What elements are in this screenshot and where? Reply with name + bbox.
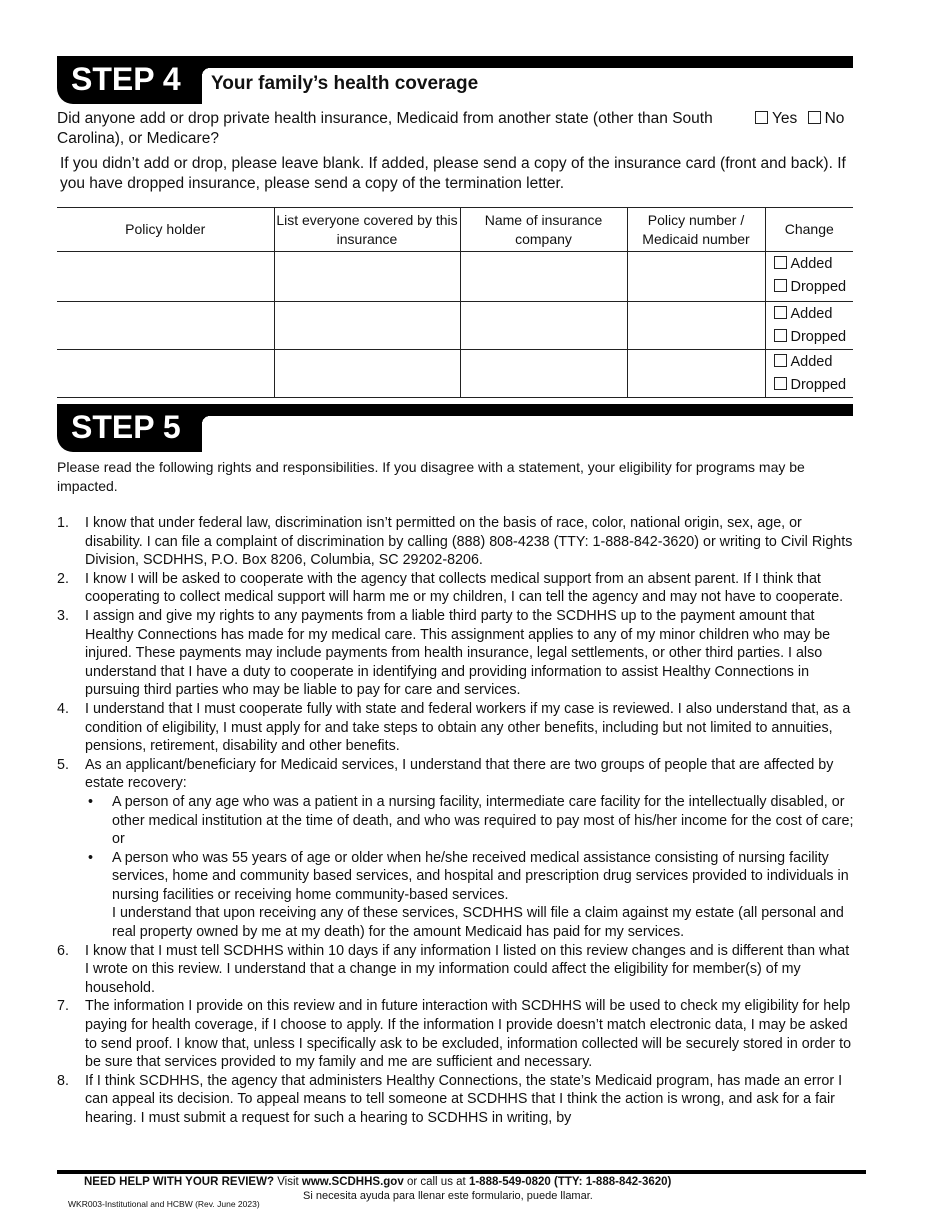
yes-label: Yes — [772, 110, 798, 127]
policy-holder-cell[interactable] — [57, 252, 274, 302]
company-cell[interactable] — [460, 350, 627, 398]
header-policy-number: Policy number / Medicaid number — [627, 208, 765, 252]
estate-claim-text: I understand that upon receiving any of these services, SCDHHS will file a claim against my estate (all personal and real property owned by me at my death) for the amount Medicaid has paid for my services. — [112, 905, 844, 941]
step5-intro: Please read the following rights and responsibilities. If you disagree with a statement, your eligibility for programs may be impacted. — [57, 459, 805, 494]
item-number: 6. — [57, 942, 69, 959]
visit-text: Visit — [277, 1176, 299, 1188]
coverage-instructions: If you didn’t add or drop, please leave blank. If added, please send a copy of the insurance card (front and back). If you have dropped insurance, please send a copy of the termination letter. — [60, 155, 846, 192]
table-row — [57, 252, 853, 302]
dropped-label: Dropped — [790, 329, 847, 345]
policy-number-cell[interactable] — [627, 302, 765, 350]
list-item — [57, 756, 857, 942]
item-number: 3. — [57, 607, 69, 624]
bullet-icon: • — [88, 793, 94, 810]
dropped-checkbox[interactable] — [774, 329, 787, 342]
rights-list — [57, 514, 857, 1128]
company-cell[interactable] — [460, 302, 627, 350]
dropped-label: Dropped — [790, 377, 847, 393]
list-item — [57, 942, 857, 998]
added-label: Added — [790, 306, 833, 322]
yes-checkbox[interactable] — [755, 111, 768, 124]
step4-title: Your family’s health coverage — [211, 73, 479, 94]
added-label: Added — [790, 354, 833, 370]
form-id: WKR003-Institutional and HCBW (Rev. June 2023) — [68, 1199, 260, 1209]
help-heading: NEED HELP WITH YOUR REVIEW? — [84, 1176, 274, 1188]
added-label: Added — [790, 256, 833, 272]
yes-no-options — [755, 109, 844, 129]
table-row — [57, 302, 853, 350]
spanish-help: Si necesita ayuda para llenar este formulario, puede llamar. — [303, 1190, 593, 1202]
header-change: Change — [765, 208, 853, 252]
list-item — [57, 997, 857, 1071]
list-item — [57, 607, 857, 700]
item-number: 4. — [57, 700, 69, 717]
step5-label: STEP 5 — [57, 404, 202, 452]
policy-number-cell[interactable] — [627, 252, 765, 302]
item-number: 8. — [57, 1072, 69, 1089]
header-policy-holder: Policy holder — [57, 208, 274, 252]
bullet-text: A person who was 55 years of age or older when he/she received medical assistance consisting of nursing facility services, home and community based services, and hospital and prescription drug services provided to individuals in nursing facilities or receiving home community-based services. — [112, 849, 849, 903]
policy-holder-cell[interactable] — [57, 350, 274, 398]
website-link[interactable]: www.SCDHHS.gov — [301, 1176, 404, 1188]
bullet-item — [85, 849, 857, 905]
call-text: or call us at — [406, 1176, 466, 1188]
no-checkbox[interactable] — [808, 111, 821, 124]
header-covered: List everyone covered by this insurance — [274, 208, 460, 252]
item-number: 5. — [57, 756, 69, 773]
item-text: I assign and give my rights to any payments from a liable third party to the SCDHHS up to the payment amount that Healthy Connections has made for my medical care. This assignment applies to any of my minor children who may be injured. These payments may include payments from health insurance, legal settlements, or other third parties. I also understand that I have a duty to cooperate in identifying and providing information to assist Healthy Connections in pursuing third parties who may be liable to pay for care and services. — [85, 607, 831, 699]
step4-label: STEP 4 — [57, 56, 202, 104]
list-item — [57, 570, 857, 607]
dropped-label: Dropped — [790, 279, 847, 295]
footer-divider — [57, 1170, 866, 1174]
list-item — [57, 514, 857, 570]
phone-number: 1-888-549-0820 (TTY: 1-888-842-3620) — [468, 1176, 672, 1188]
item-number: 7. — [57, 998, 69, 1015]
bullet-item — [85, 793, 857, 849]
table-row — [57, 350, 853, 398]
item-text: The information I provide on this review and in future interaction with SCDHHS will be used to check my eligibility for help paying for health coverage, if I choose to apply. If the information I provide doesn’t match electronic data, I may be asked to send proof. I know that, unless I specifically ask to be excluded, information collected will be securely stored in order to be sure that services provided to my family and me are sufficient and necessary. — [85, 998, 852, 1071]
list-item — [57, 700, 857, 756]
added-checkbox[interactable] — [774, 354, 787, 367]
item-text: I know that under federal law, discrimination isn’t permitted on the basis of race, color, national origin, sex, age, or disability. I can file a complaint of discrimination by calling (888) 808-4238 (TTY: 1-888-842-3620) or writing to Civil Rights Division, SCDHHS, P.O. Box 8206, Columbia, SC 29202-8206. — [85, 515, 853, 569]
coverage-question: Did anyone add or drop private health insurance, Medicaid from another state (other than South Carolina), or Medicare? — [57, 110, 713, 147]
added-checkbox[interactable] — [774, 306, 787, 319]
bullet-text: A person of any age who was a patient in a nursing facility, intermediate care facility for the intellectually disabled, or other medical institution at the time of death, and who was required to pay most of his/her income for the cost of care; or — [112, 793, 854, 848]
item-text: I understand that I must cooperate fully with state and federal workers if my case is reviewed. I also understand that, as a condition of eligibility, I must apply for and take steps to obtain any other benefits, including but not limited to annuities, pensions, retirement, disability and other benefits. — [85, 700, 851, 755]
company-cell[interactable] — [460, 252, 627, 302]
dropped-checkbox[interactable] — [774, 279, 787, 292]
help-line — [84, 1176, 671, 1188]
item-number: 1. — [57, 515, 69, 531]
covered-cell[interactable] — [274, 302, 460, 350]
policy-number-cell[interactable] — [627, 350, 765, 398]
insurance-table — [57, 207, 853, 398]
item-number: 2. — [57, 570, 69, 587]
item-text: If I think SCDHHS, the agency that administers Healthy Connections, the state’s Medicaid program, has made an error I can appeal its decision. To appeal means to tell someone at SCDHHS that I think the action is wrong, and ask for a fair hearing. I must submit a request for such a hearing to SCDHHS in writing, by — [85, 1072, 843, 1126]
policy-holder-cell[interactable] — [57, 302, 274, 350]
no-label: No — [824, 110, 845, 127]
item-text: I know that I must tell SCDHHS within 10 days if any information I listed on this review changes and is different than what I wrote on this review. I understand that a change in my information could affect the eligibility for member(s) of my household. — [85, 942, 850, 996]
covered-cell[interactable] — [274, 350, 460, 398]
item-text: As an applicant/beneficiary for Medicaid services, I understand that there are two groups of people that are affected by estate recovery: — [85, 756, 834, 792]
covered-cell[interactable] — [274, 252, 460, 302]
added-checkbox[interactable] — [774, 256, 787, 269]
dropped-checkbox[interactable] — [774, 377, 787, 390]
bullet-icon: • — [88, 849, 94, 866]
list-item — [57, 1072, 857, 1128]
item-text: I know I will be asked to cooperate with the agency that collects medical support from an absent parent. If I think that cooperating to collect medical support will harm me or my children, I can tell the agency and may not have to cooperate. — [85, 570, 844, 606]
header-company: Name of insurance company — [460, 208, 627, 252]
